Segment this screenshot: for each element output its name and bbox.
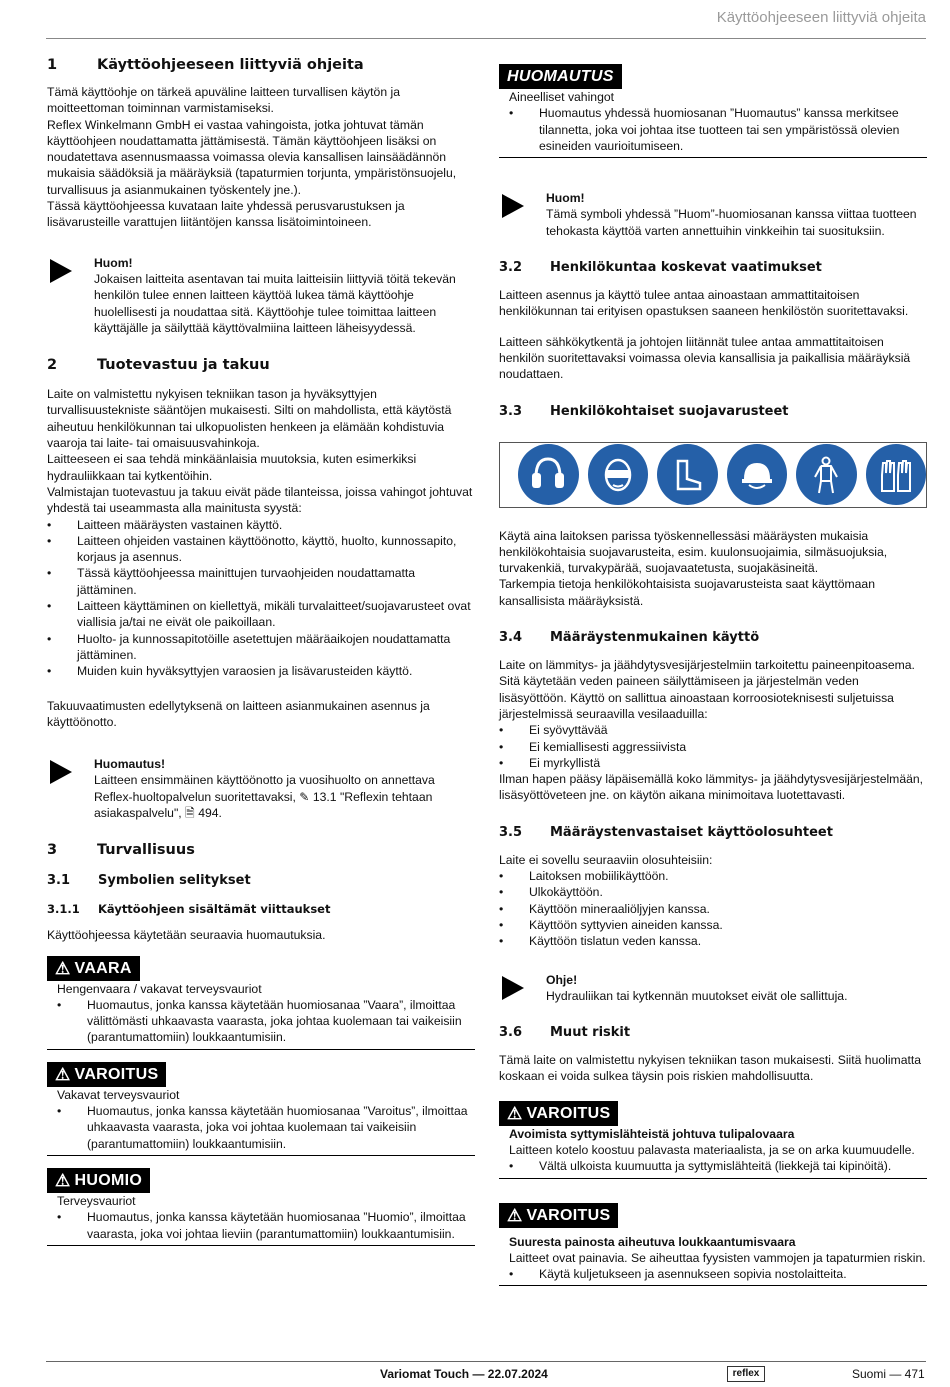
header-rule [46,38,926,39]
paragraph: Tämä käyttöohje on tärkeä apuväline laitteen turvallisen käytön ja moitteettoman toiminnan varmistamiseksi. [47,85,400,116]
section-3-2-heading: 3.2 Henkilökuntaa koskevat vaatimukset [499,260,822,276]
warning-block-weight: ⚠ VAROITUS Suuresta painosta aiheutuva loukkaantumisvaara Laitteet ovat painavia. Se aiheuttaa fyysisten vammojen ja tapaturmien riskin. • Käytä kuljetukseen ja asennukseen sopivia nostolaitteita. [499,1203,927,1287]
right-column [499,64,927,1286]
safety-boots-icon [657,444,718,505]
paragraph: Laitteeseen ei saa tehdä minkäänlaisia muutoksia, kuten esimerkiksi hydrauliikkaan tai kytkentöihin. [47,452,417,483]
footer-page: Suomi — 471 [852,1367,925,1381]
paragraph: Laitteen asennus ja käyttö tulee antaa ainoastaan ammattitaitoisen henkilökunnan tai erityisen opastuksen saaneen henkilöstön suoritettavaksi. [499,288,909,319]
ear-protection-icon [518,444,579,505]
tip-box: Huomautus! Laitteen ensimmäinen käyttöönotto ja vuosihuolto on annettava Reflex-huoltopalvelun suoritettavaksi, ✎ 13.1 "Reflexin tehtaan asiakaspalvelu", 🗎 494. [47,756,475,821]
gloves-icon [866,444,927,505]
eye-protection-icon [588,444,649,505]
paragraph: Käyttöohjeessa käytetään seuraavia huomautuksia. [47,928,326,943]
section-3-heading: 3 Turvallisuus [47,842,195,859]
section-3-1-1-heading: 3.1.1 Käyttöohjeen sisältämät viittaukset [47,902,331,917]
tip-box: Huom! Jokaisen laitteita asentavan tai muita laitteisiin liittyviä töitä tekevän henkilön tulee ennen laitteen käyttöä lukea tämä käyttöohje huolellisesti ja noudattaa sitä. Käyttöohje tulee toimittaa laitteen käyttäjälle ja säilyttää käyttövalmiina laitteen läheisyydessä. [47,255,475,336]
paragraph: Laite ei sovellu seuraaviin olosuhteisiin: [499,852,713,867]
section-3-1-heading: 3.1 Symbolien selitykset [47,873,251,889]
bullet-list: • Ei syövyttävää • Ei kemiallisesti aggressiivista • Ei myrkyllistä [499,722,927,771]
section-3-3-heading: 3.3 Henkilökohtaiset suojavarusteet [499,403,789,419]
section-3-4-heading: 3.4 Määräystenmukainen käyttö [499,630,760,646]
warning-block-varoitus: ⚠ VAROITUS Vakavat terveysvauriot • Huomautus, jonka kanssa käytetään huomiosanaa ”Varoitus”, ilmoittaa uhkaavasta vaarasta, joka voi johtaa kuolemaan tai vaikeisiin (parantumattomiin) loukkaantumisiin. [47,1062,475,1156]
paragraph: Laite on valmistettu nykyisen tekniikan tason ja hyväksyttyjen turvallisuustekniste sääntöjen mukaisesti. Silti on mahdollista, että käytöstä aiheutuu henkilökunnan tai ulkopuolisten henkeen ja elämään kohdistuvia vaaroja tai laite- tai omaisuusvahinkoja. [47,387,452,451]
paragraph: Laitteen sähkökytkentä ja johtojen liitännät tulee antaa ammattitaitoisen henkilön suoritettavaksi voimassa olevia kansallisia ja paikallisia määräyksiä noudattaen. [499,334,911,382]
warning-badge: ⚠ VAROITUS [47,1062,166,1087]
running-header: Käyttöohjeeseen liittyviä ohjeita [716,9,926,26]
protective-clothing-icon [796,444,857,505]
paragraph: Tämä laite on valmistettu nykyisen tekniikan tason mukaisesti. Siitä huolimatta koskaan ei voida sulkea täysin pois riskien mahdollisuutta. [499,1053,922,1084]
arrow-icon [47,255,94,336]
warning-triangle-icon: ⚠ [55,1170,71,1190]
footer-rule [46,1361,926,1362]
tip-box: Huom! Tämä symboli yhdessä ”Huom”-huomiosanan kanssa viittaa tuotteen tehokasta käyttöä varten annettuihin vinkkeihin tai suosituksiin. [499,190,927,239]
bullet-list: • Laitoksen mobiilikäyttöön. • Ulkokäyttöön. • Käyttöön mineraaliöljyjen kanssa. • Käyttöön syttyvien aineiden kanssa. • Käyttöön tislatun veden kanssa. [499,868,927,949]
warning-badge: ⚠ VAROITUS [499,1203,618,1228]
notice-block-huomautus: HUOMAUTUS Aineelliset vahingot • Huomautus yhdessä huomiosanan ”Huomautus” kanssa merkitsee tilannetta, joka voi johtaa itse tuotteen tai sen ympäristössä olevien esineiden vaurioitumiseen. [499,64,927,158]
helmet-icon [727,444,788,505]
warning-block-fire: ⚠ VAROITUS Avoimista syttymislähteistä johtuva tulipalovaara Laitteen kotelo koostuu palavasta materiaalista, ja se on arka kuumuudelle. • Vältä ulkoista kuumuutta ja syttymislähteitä (liekkejä tai kipinöitä). [499,1101,927,1179]
arrow-icon [499,972,546,1005]
section-3-6-heading: 3.6 Muut riskit [499,1025,631,1041]
bullet-list: • Laitteen määräysten vastainen käyttö. • Laitteen ohjeiden vastainen käyttöönotto, käyttö, huolto, kunnossapito, korjaus ja asennus. • Tässä käyttöohjeessa mainittujen turvaohjeiden noudattamatta jättäminen. • Laitteen käyttäminen on kiellettyä, mikäli turvalaitteet/suojavarusteet ovat viallisia ja/tai ne eivät ole paikoillaan. • Huolto- ja kunnossapitotöille asetettujen määräaikojen noudattamatta jättäminen. • Muiden kuin hyväksyttyjen varaosien ja lisävarusteiden käyttö. [47,517,475,680]
warning-triangle-icon: ⚠ [55,1064,71,1084]
paragraph: Käytä aina laitoksen parissa työskennellessäsi määräysten mukaisia henkilökohtaisia suojavarusteita, esim. kuulonsuojaimia, silmäsuojuksia, turvakenkiä, turvakypärää, suojavaatetusta, suojakäsineitä. [499,528,888,576]
tip-box: Ohje! Hydrauliikan tai kytkennän muutokset eivät ole sallittuja. [499,972,927,1005]
warning-triangle-icon: ⚠ [55,958,71,978]
warning-triangle-icon: ⚠ [507,1103,523,1123]
paragraph: Takuuvaatimusten edellytyksenä on laitteen asianmukainen asennus ja käyttöönotto. [47,698,430,729]
paragraph: Laite on lämmitys- ja jäähdytysvesijärjestelmiin tarkoitettu paineenpitoasema. Sitä käytetään veden paineen säilyttämiseen ja järjestelmän veden lisäsyöttöön. Käyttö on sallittua ainoastaan korroosioteknisesti suljetuissa järjestelmissä seuraavilla vesilaaduilla: [499,658,915,721]
warning-block-huomio: ⚠ HUOMIO Terveysvauriot • Huomautus, jonka kanssa käytetään huomiosanaa ”Huomio”, ilmoittaa vaarasta, joka voi johtaa lieviin (parantumattomiin) loukkaantumisiin. [47,1168,475,1246]
warning-badge: ⚠ HUOMIO [47,1168,150,1193]
arrow-icon [499,190,546,239]
paragraph: Reflex Winkelmann GmbH ei vastaa vahingoista, jotka johtuvat tämän käyttöohjeen noudattamatta jättämisestä. Tämän käyttöohjeen lisäksi on noudatettava asennusmaassa voimassa olevia kansallisen lainsäädännön mukaisia säädöksiä ja määräyksiä (tapaturmien torjunta, ympäristönsuojelu, turvallisuus ja asianmukainen työskentely jne.). [47,117,457,197]
section-1-heading: 1 Käyttöohjeeseen liittyviä ohjeita [47,57,364,73]
paragraph: Ilman hapen pääsy läpäisemällä koko lämmitys- ja jäähdytysvesijärjestelmään, lisäsyöttöveteen jne. on käytön aikana minimoitava luotettavasti. [499,772,924,803]
arrow-icon [47,756,94,821]
ppe-icon-strip [499,442,927,508]
warning-badge: ⚠ VAARA [47,956,140,981]
warning-block-vaara: ⚠ VAARA Hengenvaara / vakavat terveysvauriot • Huomautus, jonka kanssa käytetään huomiosanaa ”Vaara”, ilmoittaa välittömästi uhkaavasta vaarasta, joka johtaa kuolemaan tai vaikeisiin (parantumattomiin) loukkaantumisiin. [47,956,475,1050]
paragraph: Valmistajan tuotevastuu ja takuu eivät päde tilanteissa, joissa vahingot johtuvat yhdestä tai useammasta alla mainitusta syystä: [47,484,473,516]
warning-triangle-icon: ⚠ [507,1205,523,1225]
section-2-heading: 2 Tuotevastuu ja takuu [47,357,270,374]
footer-product: Variomat Touch — 22.07.2024 [380,1367,548,1381]
paragraph: Tässä käyttöohjeessa kuvataan laite yhdessä perusvarustuksen ja lisävarusteille varattujen liitäntöjen kanssa lisätoimintoineen. [47,199,405,230]
paragraph: Tarkempia tietoja henkilökohtaisista suojavarusteista saat käyttömaan kansallisista määräyksistä. [499,577,875,608]
left-column [47,56,475,1246]
reflex-logo: reflex [727,1366,765,1382]
warning-badge: ⚠ VAROITUS [499,1101,618,1126]
section-3-5-heading: 3.5 Määräystenvastaiset käyttöolosuhteet [499,824,833,840]
notice-badge: HUOMAUTUS [499,64,622,89]
